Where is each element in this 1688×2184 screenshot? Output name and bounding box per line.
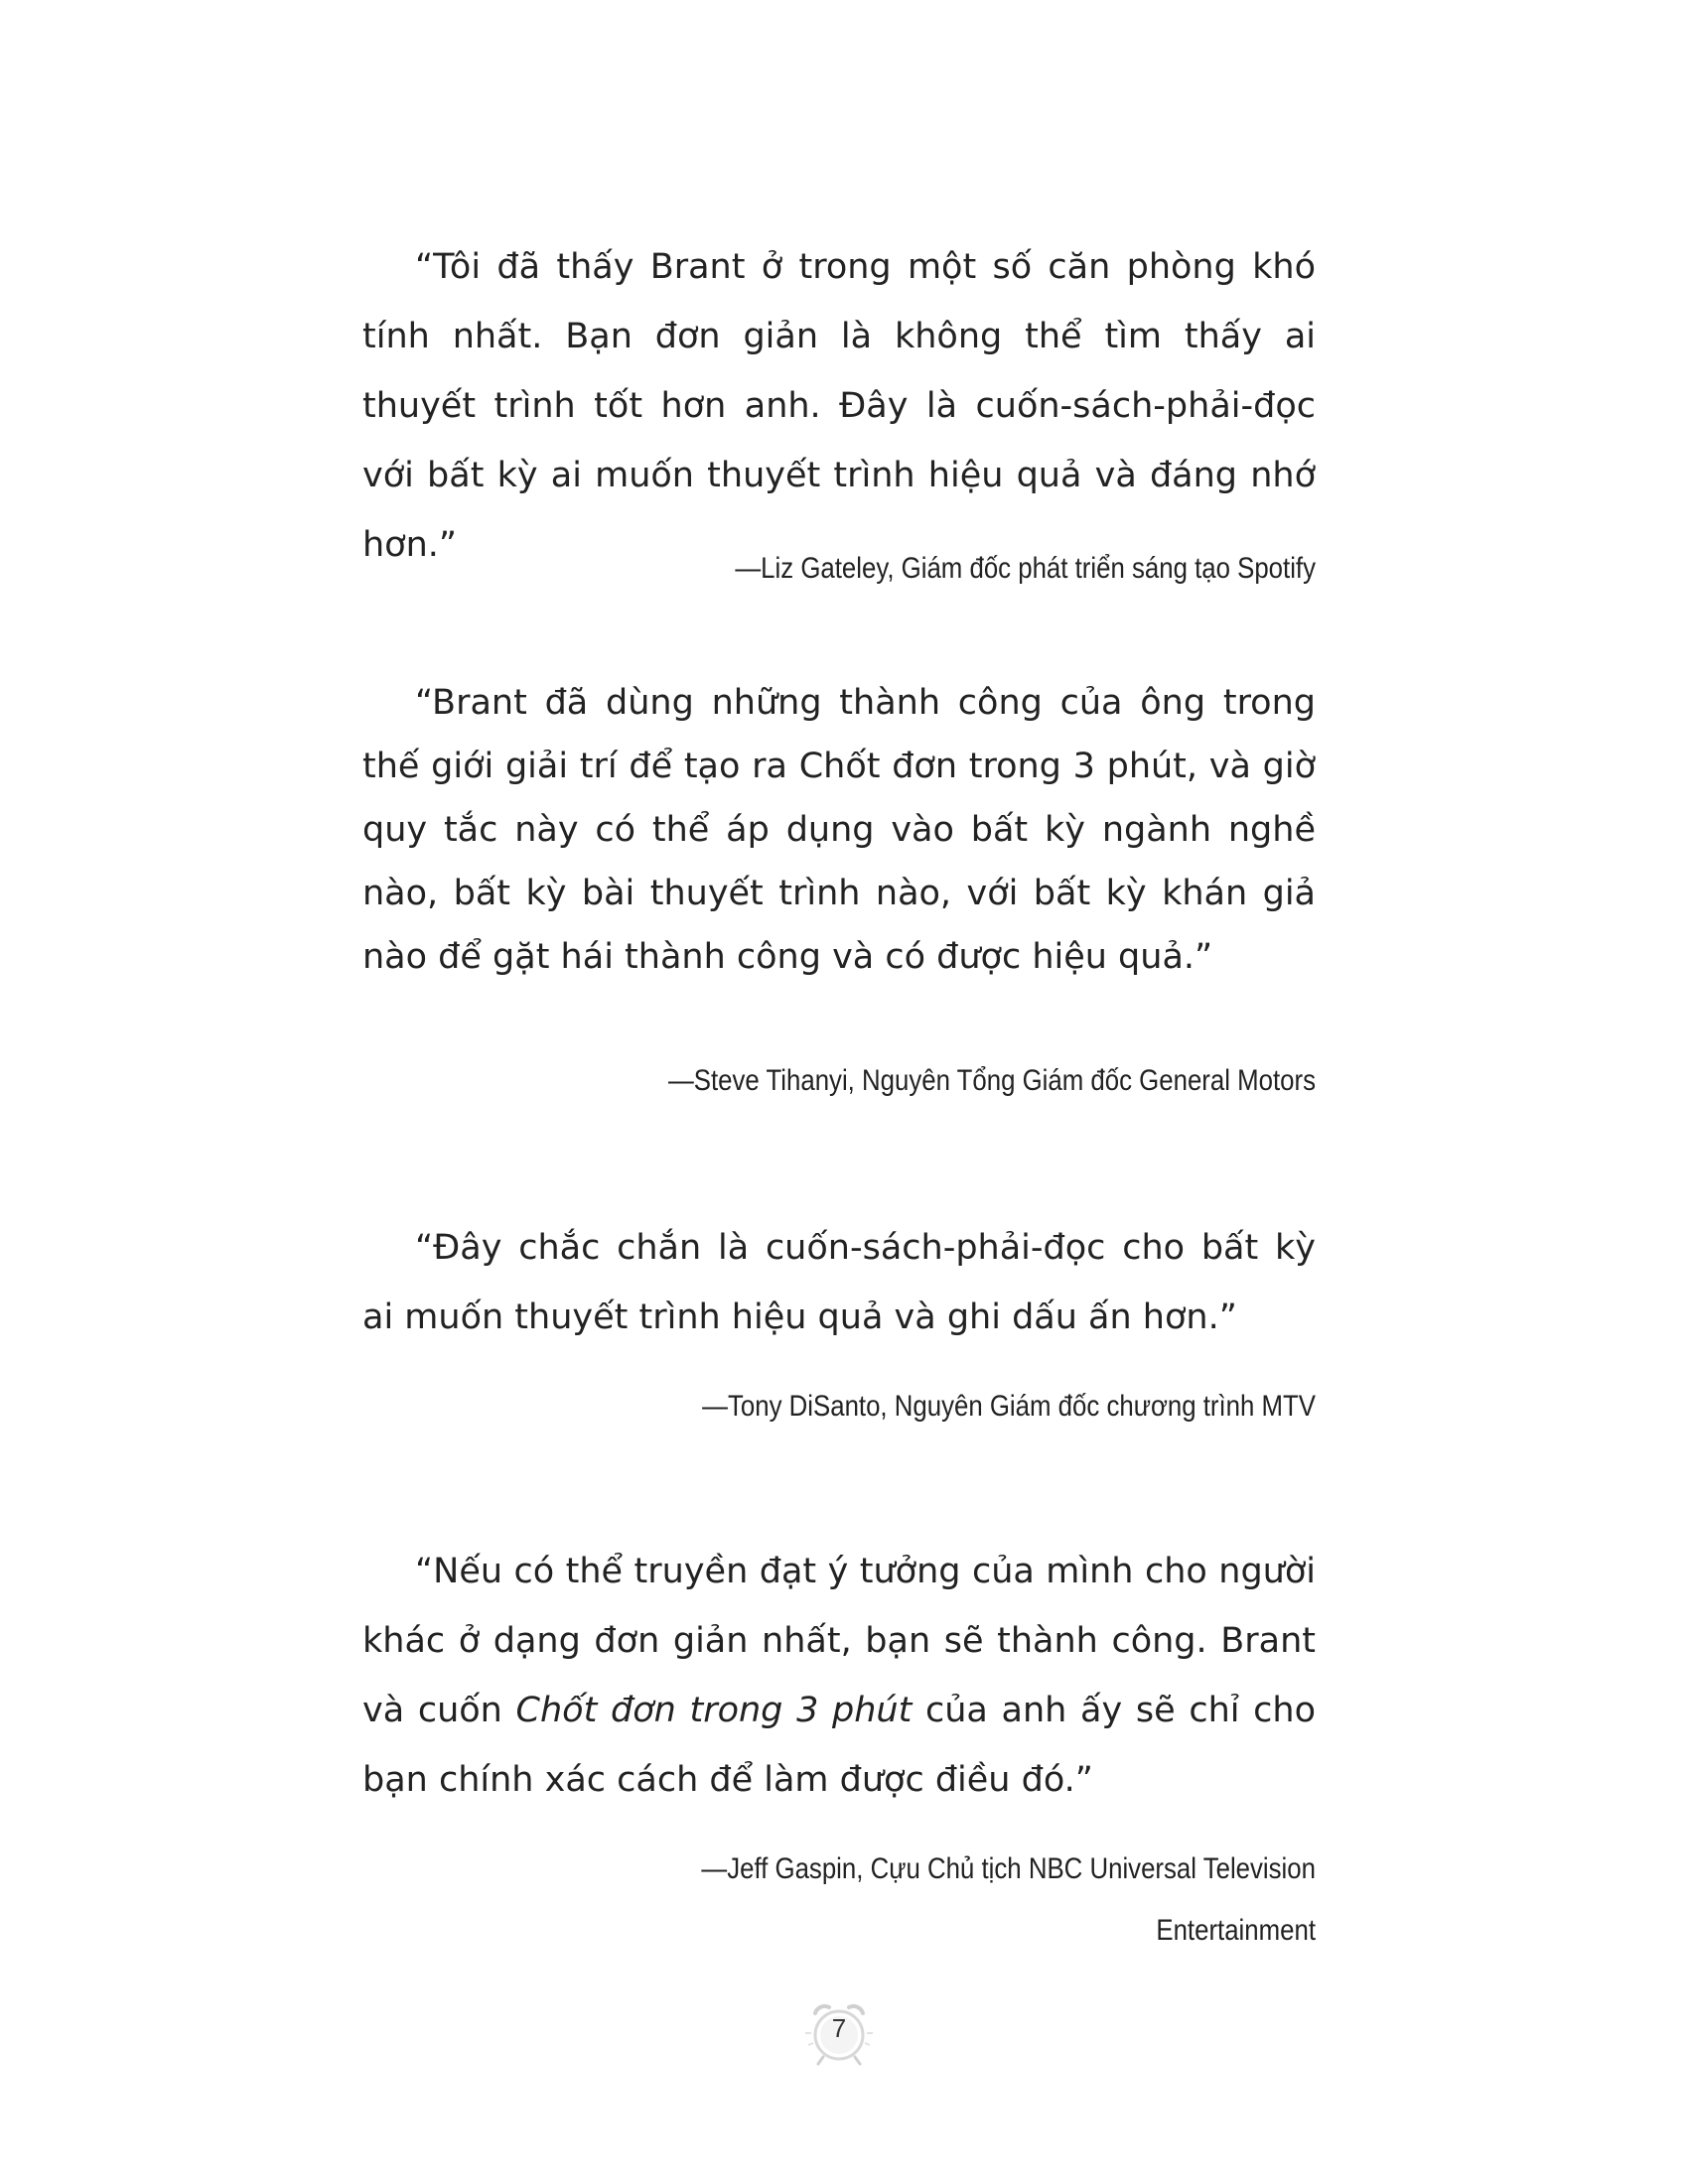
quote-4-text-before: “Nếu có thể truyền đạt ý tưởng của mình cho người khác ở dạng đơn giản nhất, bạn sẽ thành công. Brant và cuốn bbox=[362, 1552, 1316, 1730]
quote-2: “Brant đã dùng những thành công của ông trong thế giới giải trí để tạo ra Chốt đơn trong 3 phút, và giờ quy tắc này có thể áp dụng vào bất kỳ ngành nghề nào, bất kỳ bài thuyết trình nào, với bất kỳ khán giả nào để gặt hái thành công và có được hiệu quả.” bbox=[362, 683, 1316, 977]
attribution-3: —Tony DiSanto, Nguyên Giám đốc chương trình MTV bbox=[702, 1390, 1316, 1423]
quote-3: “Đây chắc chắn là cuốn-sách-phải-đọc cho bất kỳ ai muốn thuyết trình hiệu quả và ghi dấu ấn hơn.” bbox=[362, 1228, 1316, 1337]
page-number: 7 bbox=[831, 2013, 847, 2043]
quote-4 bbox=[362, 1537, 1316, 1815]
attribution-4-line-2: Entertainment bbox=[1156, 1914, 1316, 1947]
attribution-4-line-1: —Jeff Gaspin, Cựu Chủ tịch NBC Universal Television bbox=[701, 1852, 1316, 1885]
quote-1: “Tôi đã thấy Brant ở trong một số căn phòng khó tính nhất. Bạn đơn giản là không thể tìm thấy ai thuyết trình tốt hơn anh. Đây là cuốn-sách-phải-đọc với bất kỳ ai muốn thuyết trình hiệu quả và đáng nhớ hơn.” bbox=[362, 247, 1316, 565]
page-number-badge bbox=[799, 1993, 879, 2073]
attribution-2: —Steve Tihanyi, Nguyên Tổng Giám đốc General Motors bbox=[667, 1064, 1316, 1097]
attribution-1: —Liz Gateley, Giám đốc phát triển sáng tạo Spotify bbox=[735, 552, 1316, 585]
quote-4-text-after: của anh ấy sẽ chỉ cho bạn chính xác cách để làm được điều đó.” bbox=[362, 1691, 1316, 1800]
book-title: Chốt đơn trong 3 phút bbox=[515, 1691, 913, 1730]
